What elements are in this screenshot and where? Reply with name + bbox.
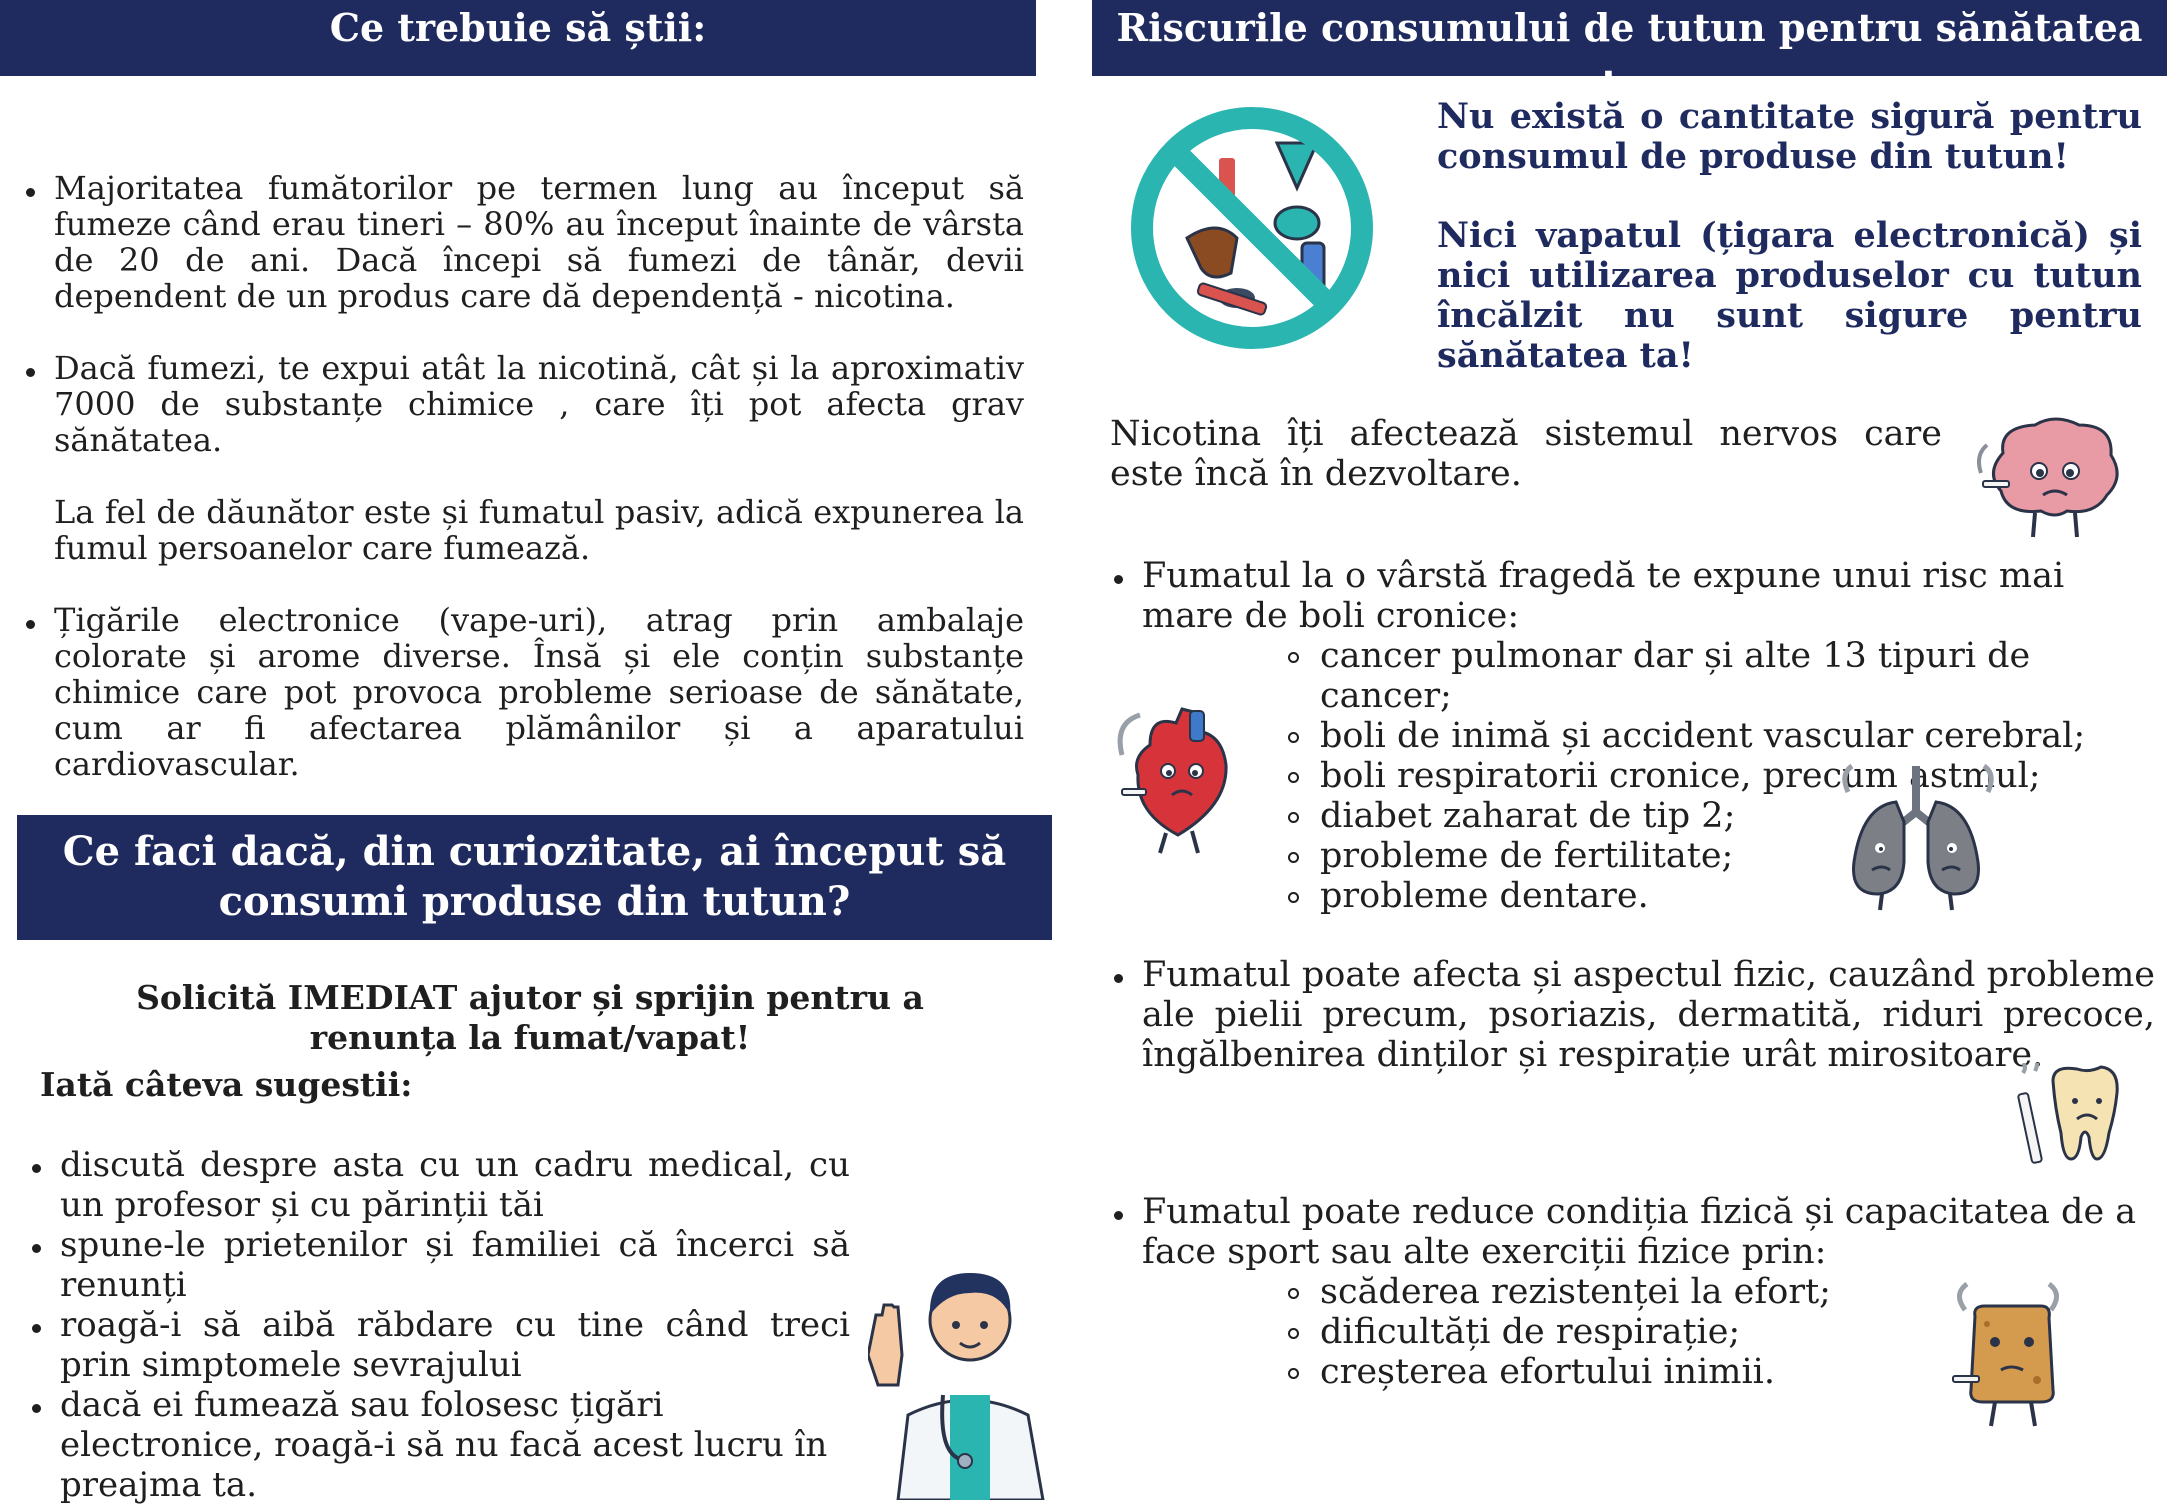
- suggestions-list: [28, 1145, 850, 1505]
- fact-item: Țigările electronice (vape-uri), atrag prin ambalaje colorate și arome diverse. Însă și ele conțin substanțe chimice care pot provoca probleme serioase de sănătate, cum ar fi afectarea plămânilor și a aparatului cardiovascular.: [22, 602, 1024, 782]
- fact-item: Majoritatea fumătorilor pe termen lung au început să fumeze când erau tineri – 80% au început înainte de vârsta de 20 de ani. Dacă începi să fumezi de tânăr, devii dependent de un produs care dă dependență - nicotina.: [22, 170, 1024, 314]
- disease-item: cancer pulmonar dar și alte 13 tipuri de cancer;: [1280, 636, 2140, 716]
- brain-icon: [1975, 415, 2135, 540]
- disease-item: probleme dentare.: [1280, 876, 2140, 916]
- fitness-item: creșterea efortului inimii.: [1280, 1352, 1900, 1392]
- sponge-icon: [1945, 1280, 2075, 1430]
- doctor-icon: [868, 1245, 1068, 1500]
- disease-item: boli de inimă și accident vascular cerebral;: [1280, 716, 2140, 756]
- fitness-risk-item: [1110, 1192, 2155, 1272]
- nicotine-text: Nicotina îți afectează sistemul nervos care este încă în dezvoltare.: [1110, 414, 1942, 494]
- fitness-item: scăderea rezistenței la efort;: [1280, 1272, 1900, 1312]
- disease-item: probleme de fertilitate;: [1280, 836, 2140, 876]
- disease-item: boli respiratorii cronice, precum astmul;: [1280, 756, 2140, 796]
- tooth-icon: [2005, 1063, 2120, 1168]
- facts-list: [22, 170, 1024, 782]
- chronic-risk-text: Fumatul la o vârstă fragedă te expune unui risc mai mare de boli cronice:: [1110, 556, 2155, 636]
- suggestion-item: roagă-i să aibă răbdare cu tine când treci prin simptomele sevrajului: [28, 1305, 850, 1385]
- fact-item: Dacă fumezi, te expui atât la nicotină, cât și la aproximativ 7000 de substanțe chimice , care îți pot afecta grav sănătatea. La fel de dăunător este și fumatul pasiv, adică expunerea la fumul persoanelor care fumează.: [22, 350, 1024, 566]
- fitness-item: dificultăți de respirație;: [1280, 1312, 1900, 1352]
- appearance-risk-text: Fumatul poate afecta și aspectul fizic, cauzând probleme ale pielii precum, psoriazis, dermatită, riduri precoce, îngălbenirea dinților și respirație urât mirositoare.: [1110, 955, 2155, 1075]
- warning-vaping-unsafe: Nici vapatul (țigara electronică) și nici utilizarea produselor cu tutun încălzit nu sunt sigure pentru sănătatea ta!: [1437, 215, 2142, 376]
- banner-risks-title: Riscurile consumului de tutun pentru sănătatea ta:: [1116, 5, 2143, 106]
- suggestion-item: discută despre asta cu un cadru medical, cu un profesor și cu părinții tăi: [28, 1145, 850, 1225]
- disease-item: diabet zaharat de tip 2;: [1280, 796, 2140, 836]
- banner-what-to-know-title: Ce trebuie să știi:: [329, 5, 707, 50]
- suggestions-title: Iată câteva sugestii:: [40, 1065, 413, 1104]
- disease-list: [1280, 636, 2140, 916]
- banner-what-to-do-title: Ce faci dacă, din curiozitate, ai început să consumi produse din tutun?: [62, 828, 1007, 925]
- appearance-risk-item: [1110, 955, 2155, 1075]
- call-to-action: Solicită IMEDIAT ajutor și sprijin pentru a renunța la fumat/vapat!: [136, 978, 924, 1057]
- lungs-icon: [1838, 762, 2000, 912]
- fitness-list: [1280, 1272, 1900, 1392]
- banner-what-to-know: [0, 0, 1036, 76]
- passive-smoking-text: La fel de dăunător este și fumatul pasiv, adică expunerea la fumul persoanelor care fumează.: [54, 493, 1024, 567]
- suggestion-item: dacă ei fumează sau folosesc țigări electronice, roagă-i să nu facă acest lucru în preajma ta.: [28, 1385, 850, 1505]
- chronic-risk-item: [1110, 556, 2155, 636]
- banner-risks: [1092, 0, 2167, 106]
- no-smoking-icon: [1127, 103, 1377, 353]
- fitness-risk-text: Fumatul poate reduce condiția fizică și capacitatea de a face sport sau alte exerciții fizice prin:: [1110, 1192, 2155, 1272]
- banner-what-to-do: [17, 815, 1052, 940]
- suggestion-item: spune-le prietenilor și familiei că încerci să renunți: [28, 1225, 850, 1305]
- warning-no-safe-amount: Nu există o cantitate sigură pentru consumul de produse din tutun!: [1437, 96, 2142, 177]
- heart-icon: [1110, 705, 1245, 855]
